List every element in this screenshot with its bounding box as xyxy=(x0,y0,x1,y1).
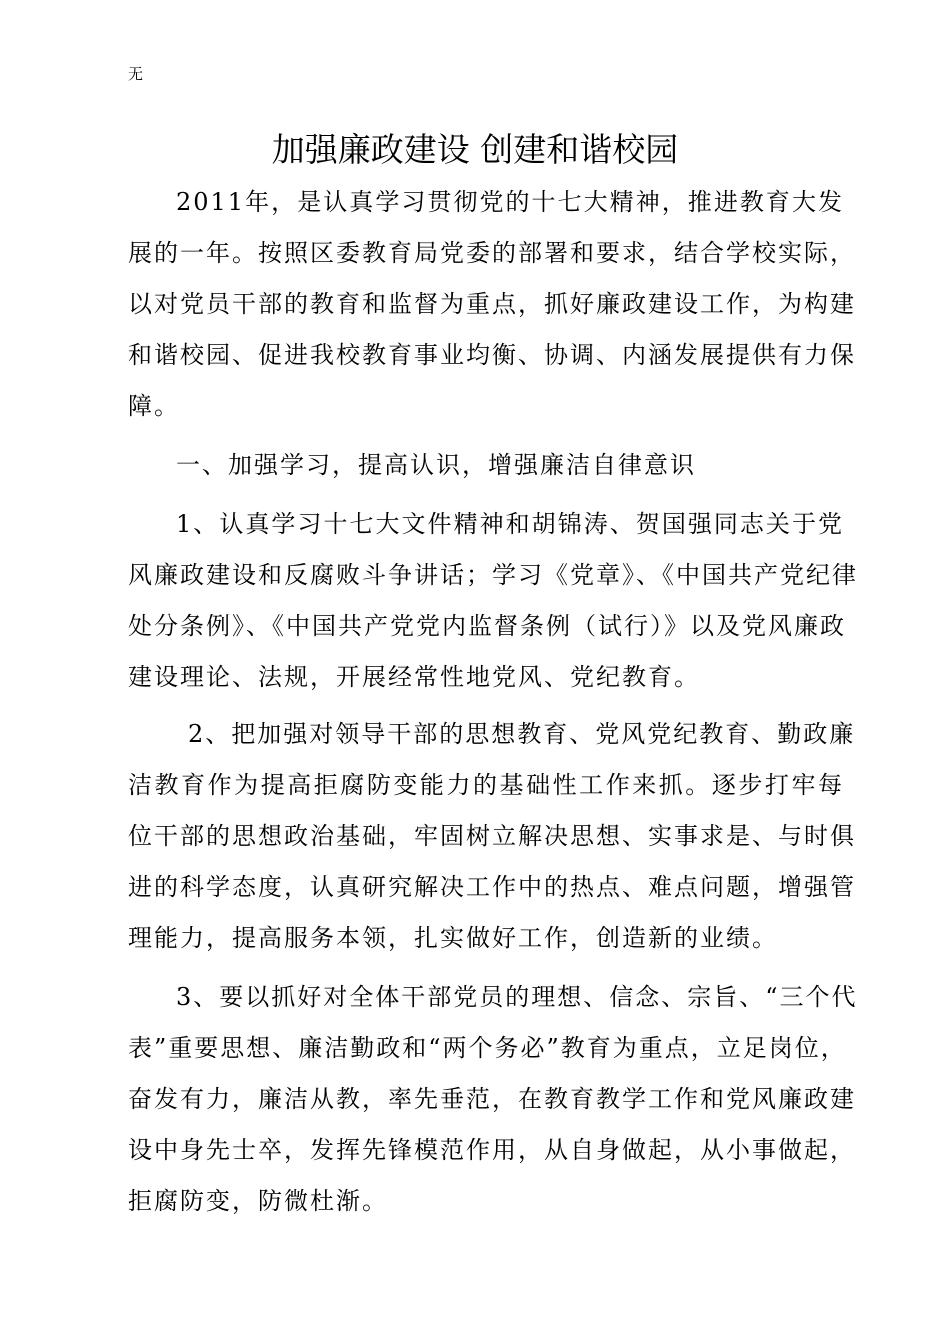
paragraph-line: 3、要以抓好对全体干部党员的理想、信念、宗旨、“三个代 xyxy=(176,983,858,1011)
section-heading xyxy=(128,440,844,491)
paragraph-line: 2011年，是认真学习贯彻党的十七大精神，推进教育大发 xyxy=(176,188,844,216)
section-heading-line: 一、加强学习，提高认识，增强廉洁自律意识 xyxy=(176,451,696,479)
paragraph-line: 理能力，提高服务本领，扎实做好工作，创造新的业绩。 xyxy=(128,924,778,952)
document-title: 加强廉政建设 创建和谐校园 xyxy=(271,130,679,169)
paragraph-line: 洁教育作为提高拒腐防变能力的基础性工作来抓。逐步打牢每 xyxy=(128,771,844,799)
paragraph-line: 表”重要思想、廉洁勤政和“两个务必”教育为重点，立足岗位， xyxy=(128,1034,847,1062)
paragraph-line: 进的科学态度，认真研究解决工作中的热点、难点问题，增强管 xyxy=(128,873,856,901)
paragraph-line: 处分条例》、《中国共产党党内监督条例（试行）》以及党风廉政 xyxy=(128,612,846,640)
paragraph-line: 以对党员干部的教育和监督为重点，抓好廉政建设工作，为构建 xyxy=(128,290,856,318)
paragraph-item-1 xyxy=(128,499,858,703)
document-body xyxy=(128,177,858,1227)
paragraph-line: 拒腐防变，防微杜渐。 xyxy=(128,1187,388,1215)
paragraph-item-2 xyxy=(128,709,856,964)
paragraph-line: 展的一年。按照区委教育局党委的部署和要求，结合学校实际， xyxy=(128,239,856,267)
paragraph-line: 2、把加强对领导干部的思想教育、党风党纪教育、勤政廉 xyxy=(188,720,856,748)
paragraph-intro xyxy=(128,177,856,432)
paragraph-line: 建设理论、法规，开展经常性地党风、党纪教育。 xyxy=(128,663,700,691)
paragraph-line: 1、认真学习十七大文件精神和胡锦涛、贺国强同志关于党 xyxy=(176,510,844,538)
paragraph-item-3 xyxy=(128,972,858,1227)
paragraph-line: 设中身先士卒，发挥先锋模范作用，从自身做起，从小事做起， xyxy=(128,1136,856,1164)
paragraph-line: 障。 xyxy=(128,392,180,420)
paragraph-line: 和谐校园、促进我校教育事业均衡、协调、内涵发展提供有力保 xyxy=(128,341,856,369)
paragraph-line: 位干部的思想政治基础，牢固树立解决思想、实事求是、与时俱 xyxy=(128,822,856,850)
paragraph-line: 风廉政建设和反腐败斗争讲话；学习《党章》、《中国共产党纪律 xyxy=(128,561,858,589)
paragraph-line: 奋发有力，廉洁从教，率先垂范，在教育教学工作和党风廉政建 xyxy=(128,1085,856,1113)
header-mark: 无 xyxy=(128,65,144,83)
